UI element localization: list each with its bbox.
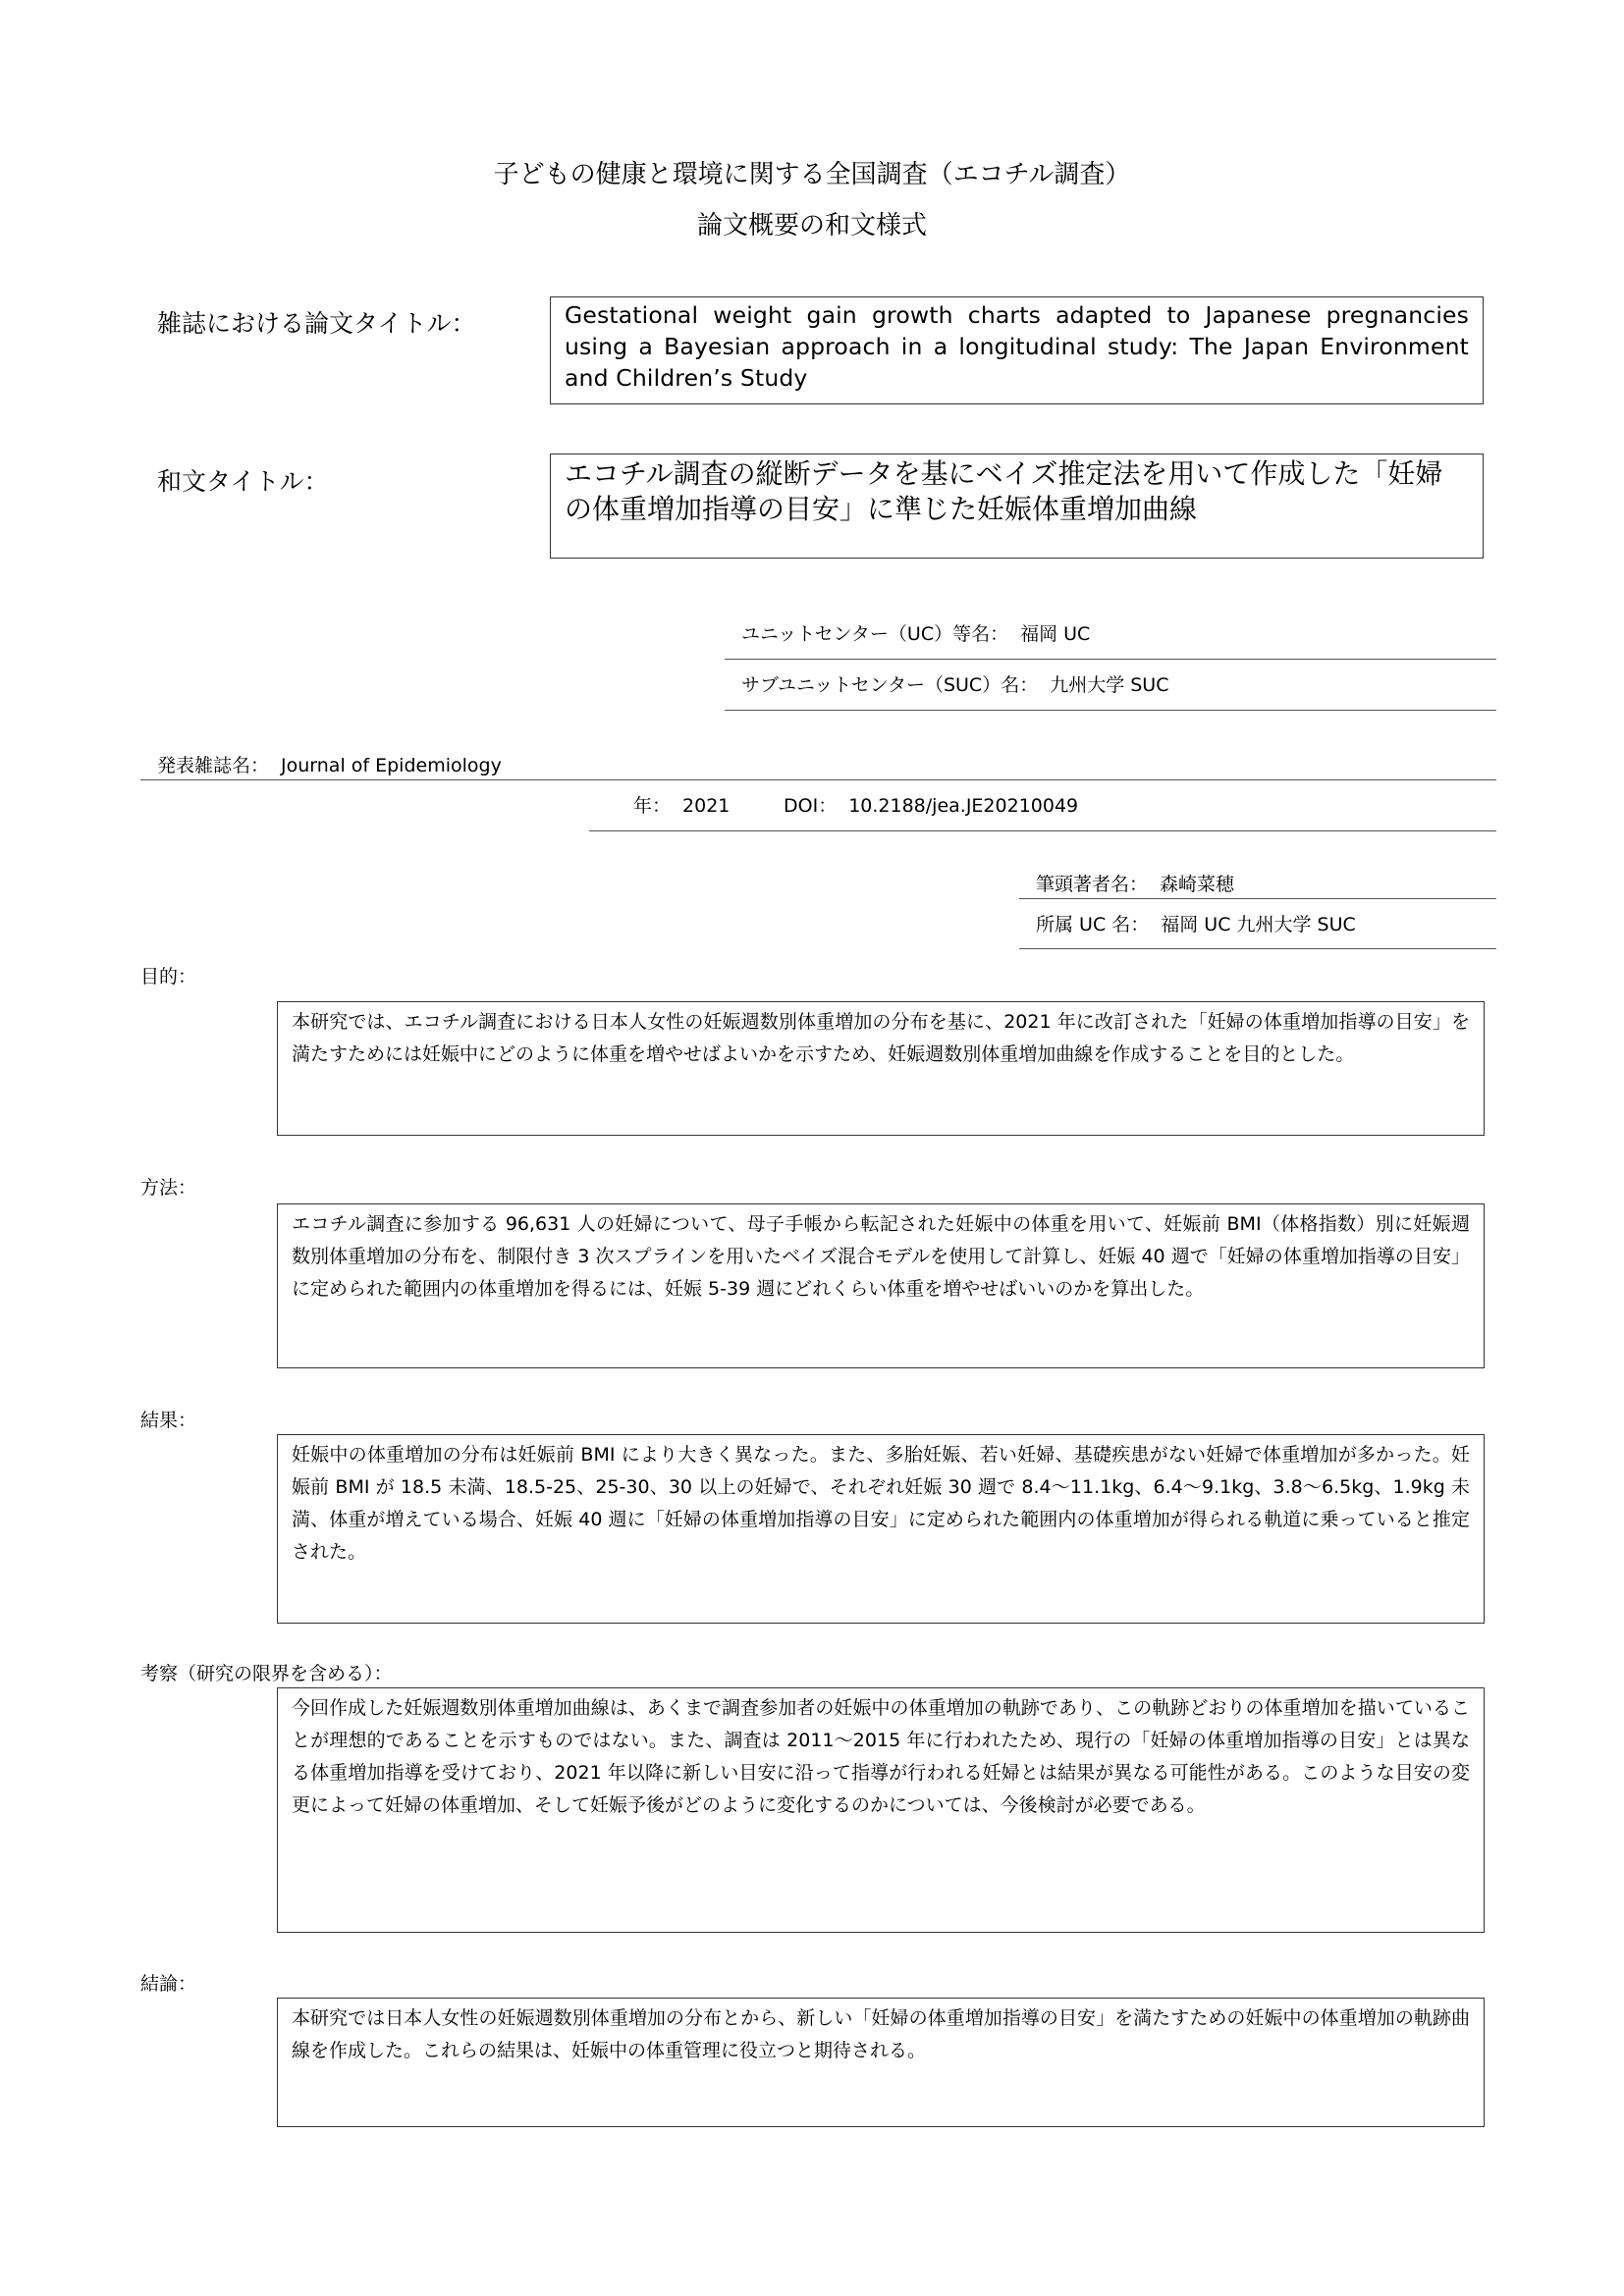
journal-title-box	[550, 296, 1484, 404]
journal-title-label: 雑誌における論文タイトル：	[157, 309, 476, 338]
methods-text: エコチル調査に参加する 96,631 人の妊婦について、母子手帳から転記された妊娠中の体重を用いて、妊娠前 BMI（体格指数）別に妊娠週数別体重増加の分布を、制限付き 3 次スプラインを用いたベイズ混合モデルを使用して計算し、妊娠 40 週で「妊婦の体重増加指導の目安」に定められた範囲内の体重増加を得るには、妊娠 5-39 週にどれくらい体重を増やせばいいのかを算出した。	[292, 1213, 1470, 1300]
purpose-box	[277, 1001, 1485, 1136]
publication-journal-row	[157, 752, 502, 779]
sub-unit-center-value: 九州大学 SUC	[1050, 674, 1169, 696]
results-text: 妊娠中の体重増加の分布は妊娠前 BMI により大きく異なった。また、多胎妊娠、若い妊婦、基礎疾患がない妊婦で体重増加が多かった。妊娠前 BMI が 18.5 未満、18.5-25、25-30、30 以上の妊婦で、それぞれ妊娠 30 週で 8.4〜11.1kg、6.4〜9.1kg、3.8〜6.5kg、1.9kg 未満、体重が増えている場合、妊娠 40 週に「妊婦の体重増加指導の目安」に定められた範囲内の体重増加が得られる軌道に乗っていると推定された。	[292, 1444, 1470, 1563]
author-name-rule	[1019, 898, 1496, 899]
publication-journal-value: Journal of Epidemiology	[281, 755, 502, 776]
discussion-label: 考察（研究の限界を含める）：	[140, 1663, 393, 1684]
results-box	[277, 1434, 1485, 1624]
methods-box	[277, 1203, 1485, 1368]
discussion-box	[277, 1687, 1485, 1933]
publication-journal-label: 発表雑誌名：	[157, 755, 270, 776]
year-doi-rule	[589, 830, 1496, 831]
year-value: 2021	[682, 795, 731, 817]
purpose-text: 本研究では、エコチル調査における日本人女性の妊娠週数別体重増加の分布を基に、2021 年に改訂された「妊婦の体重増加指導の目安」を満たすためには妊娠中にどのように体重を増やせばよいかを示すため、妊娠週数別体重増加曲線を作成することを目的とした。	[292, 1011, 1470, 1065]
conclusion-text: 本研究では日本人女性の妊娠週数別体重増加の分布とから、新しい「妊婦の体重増加指導の目安」を満たすための妊娠中の体重増加の軌跡曲線を作成した。これらの結果は、妊娠中の体重管理に役立つと期待される。	[292, 2007, 1470, 2061]
author-affil-rule	[1019, 948, 1496, 949]
conclusion-box	[277, 1998, 1485, 2127]
conclusion-label: 結論：	[140, 1973, 197, 1995]
japanese-title-label: 和文タイトル：	[157, 467, 329, 496]
page-subtitle: 論文概要の和文様式	[696, 211, 927, 240]
journal-title-text: Gestational weight gain growth charts adapted to Japanese pregnancies using a Bayesian approach in a longitudinal study: The Japan Environment and Children’s Study	[565, 301, 1469, 392]
unit-center-rule	[725, 659, 1496, 660]
year-row	[633, 792, 730, 820]
doi-value: 10.2188/jea.JE20210049	[848, 795, 1079, 817]
sub-unit-center-label: サブユニットセンター（SUC）名：	[741, 674, 1039, 696]
results-label: 結果：	[140, 1410, 197, 1431]
year-label: 年：	[633, 795, 672, 817]
unit-center-value: 福岡 UC	[1020, 623, 1091, 645]
page-title: 子どもの健康と環境に関する全国調査（エコチル調査）	[493, 160, 1131, 189]
doi-label: DOI：	[784, 795, 838, 817]
methods-label: 方法：	[140, 1177, 197, 1199]
publication-journal-rule	[140, 779, 1496, 780]
author-affil-row	[1036, 911, 1356, 938]
unit-center-label: ユニットセンター（UC）等名：	[741, 623, 1009, 645]
japanese-title-text: エコチル調査の縦断データを基にベイズ推定法を用いて作成した「妊婦の体重増加指導の目安」に準じた妊娠体重増加曲線	[565, 457, 1443, 525]
purpose-label: 目的：	[140, 966, 197, 988]
japanese-title-box	[550, 454, 1484, 559]
author-name-label: 筆頭著者名：	[1036, 874, 1149, 895]
sub-unit-center-row	[741, 671, 1168, 699]
author-affil-value: 福岡 UC 九州大学 SUC	[1161, 914, 1356, 935]
doi-row	[784, 792, 1078, 820]
sub-unit-center-rule	[725, 710, 1496, 711]
author-name-row	[1036, 871, 1234, 898]
author-name-value: 森崎菜穂	[1160, 874, 1235, 895]
discussion-text: 今回作成した妊娠週数別体重増加曲線は、あくまで調査参加者の妊娠中の体重増加の軌跡であり、この軌跡どおりの体重増加を描いていることが理想的であることを示すものではない。また、調査は 2011〜2015 年に行われたため、現行の「妊婦の体重増加指導の目安」とは異なる体重増加指導を受けており、2021 年以降に新しい目安に沿って指導が行われる妊婦とは結果が異なる可能性がある。このような目安の変更によって妊婦の体重増加、そして妊娠予後がどのように変化するのかについては、今後検討が必要である。	[292, 1697, 1470, 1816]
author-affil-label: 所属 UC 名：	[1036, 914, 1150, 935]
unit-center-row	[741, 620, 1090, 648]
